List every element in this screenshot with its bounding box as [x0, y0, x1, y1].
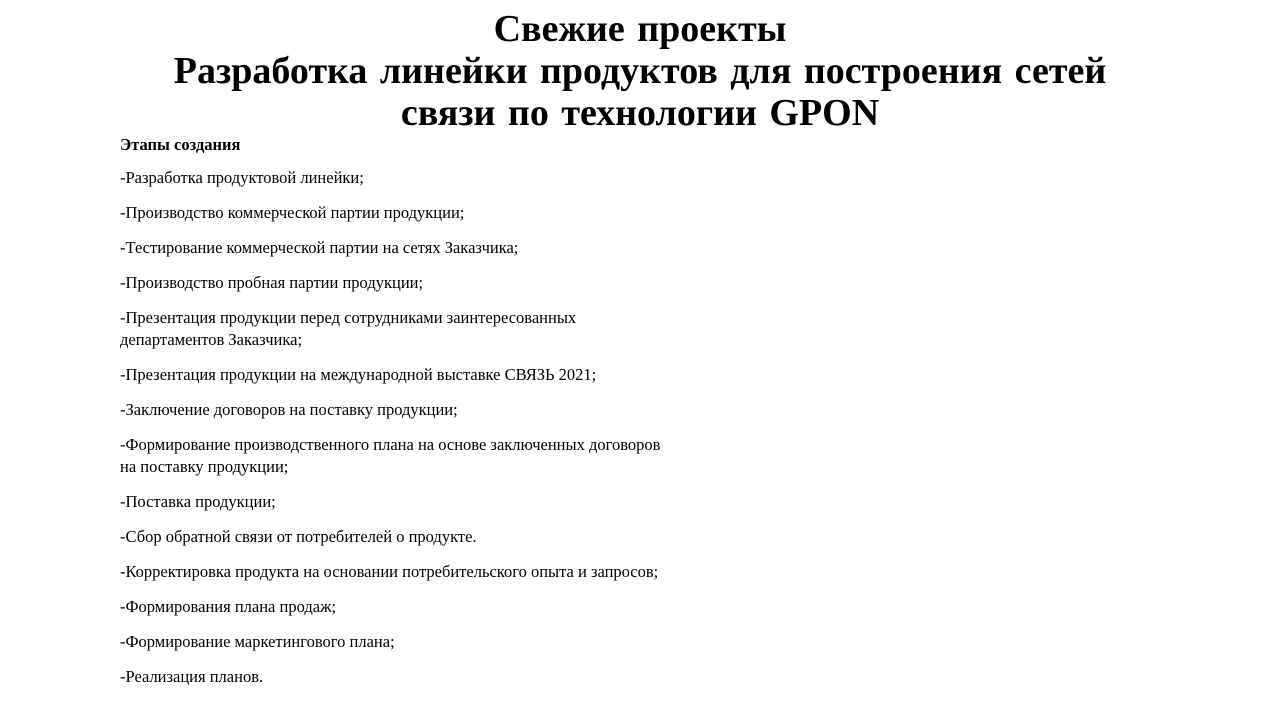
stage-item: -Формирования плана продаж;: [120, 597, 337, 616]
stage-item: -Производство коммерческой партии продукции;: [120, 203, 465, 222]
stage-item: -Производство пробная партии продукции;: [120, 273, 424, 292]
stage-item: -Презентация продукции на международной выставке СВЯЗЬ 2021;: [120, 365, 597, 384]
stage-item: -Разработка продуктовой линейки;: [120, 168, 364, 187]
title-line-2: Разработка линейки продуктов для построения сетей: [173, 50, 1107, 92]
stage-item: -Сбор обратной связи от потребителей о продукте.: [120, 527, 477, 546]
stage-item: -Презентация продукции перед сотрудниками заинтересованных департаментов Заказчика;: [120, 308, 577, 349]
slide-title: [0, 8, 1280, 134]
stage-item: -Формирование маркетингового плана;: [120, 632, 395, 651]
title-line-1: Свежие проекты: [493, 8, 787, 50]
title-line-3: связи по технологии GPON: [400, 92, 880, 134]
stage-item: -Корректировка продукта на основании потребительского опыта и запросов;: [120, 562, 659, 581]
content-body: [120, 136, 760, 701]
section-heading: Этапы создания: [120, 135, 241, 154]
stage-item: -Тестирование коммерческой партии на сетях Заказчика;: [120, 238, 519, 257]
stage-item: -Реализация планов.: [120, 667, 264, 686]
stage-item: -Поставка продукции;: [120, 492, 276, 511]
stage-item: -Формирование производственного плана на основе заключенных договоров на поставку продукции;: [120, 435, 661, 476]
stage-item: -Заключение договоров на поставку продукции;: [120, 400, 458, 419]
stages-list: [120, 167, 760, 688]
